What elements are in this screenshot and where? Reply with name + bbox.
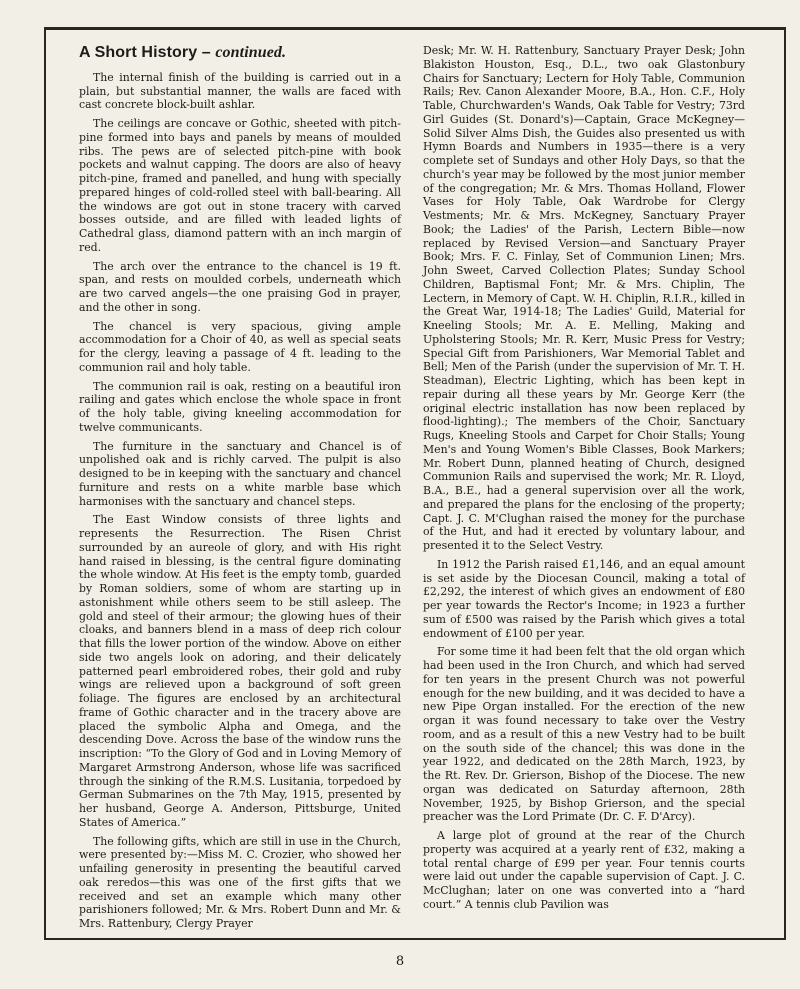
paragraph-endowment: In 1912 the Parish raised £1,146, and an equal amount is set aside by the Diocesan Council, making a total of £2,292, the interest of which gives an endowment of £80 per year towards the Rector's Income; in 1923 a further sum of £500 was raised by the Parish which gives a total endowment of £100 per year. [423,557,745,640]
heading-title: A Short History [79,44,198,61]
paragraph-east-window: The East Window consists of three lights and represents the Resurrection. The Risen Christ surrounded by an aureole of glory, and with His right hand raised in blessing, is the central figure dominating the whole window. At His feet is the empty tomb, guarded by Roman soldiers, some of whom are starting up in astonishment while others seem to be still asleep. The gold and steel of their armour; the glowing hues of their cloaks, and banners blend in a mass of deep rich colour that fills the lower portion of the window. Above on either side two angels look on adoring, and their delicately patterned pearl embroidered robes, their gold and ruby wings are relieved upon a background of soft green foliage. The figures are enclosed by an architectural frame of Gothic character and in the tracery above are placed the symbolic Alpha and Omega, and the descending Dove. Across the base of the window runs the inscription: “To the Glory of God and in Loving Memory of Margaret Armstrong Anderson, whose life was sacrificed through the sinking of the R.M.S. Lusitania, torpedoed by German Submarines on the 7th May, 1915, presented by her husband, George A. Anderson, Pittsburge, United States of America.” [79,513,401,829]
heading-dash: – [197,44,216,61]
paragraph-chancel-arch: The arch over the entrance to the chancel is 19 ft. span, and rests on moulded corbels, underneath which are two carved angels—the one praising God in prayer, and the other in song. [79,259,401,314]
paragraph-gifts: The following gifts, which are still in use in the Church, were presented by:—Miss M. C. Crozier, who showed her unfailing generosity in presenting the beautiful carved oak reredos—this was one of the first gifts that we received and set an example which many other parishioners followed; Mr. & Mrs. Robert Dunn and Mr. & Mrs. Rattenbury, Clergy Prayer [79,834,401,930]
right-column [423,44,745,917]
paragraph-furniture: The furniture in the sanctuary and Chancel is of unpolished oak and is richly carved. The pulpit is also designed to be in keeping with the sanctuary and chancel furniture and rests on a white marble base which harmonises with the sanctuary and chancel steps. [79,439,401,508]
section-heading [79,46,401,60]
heading-continued: continued. [215,44,287,61]
paragraph-gifts-continued: Desk; Mr. W. H. Rattenbury, Sanctuary Prayer Desk; John Blakiston Houston, Esq., D.L., two oak Glastonbury Chairs for Sanctuary; Lectern for Holy Table, Communion Rails; Rev. Canon Alexander Moore, B.A., Hon. C.F., Holy Table, Churchwarden's Wands, Oak Table for Vestry; 73rd Girl Guides (St. Donard's)—Captain, Grace McKegney—Solid Silver Alms Dish, the Guides also presented us with Hymn Boards and Numbers in 1935—there is a very complete set of Sundays and other Holy Days, so that the church's year may be followed by the most junior member of the congregation; Mr. & Mrs. Thomas Holland, Flower Vases for Holy Table, Oak Wardrobe for Clergy Vestments; Mr. & Mrs. McKegney, Sanctuary Prayer Book; the Ladies' of the Parish, Lectern Bible—now replaced by Revised Version—and Sanctuary Prayer Book; Mrs. F. C. Finlay, Set of Communion Linen; Mrs. John Sweet, Carved Collection Plates; Sunday School Children, Baptismal Font; Mr. & Mrs. Chiplin, The Lectern, in Memory of Capt. W. H. Chiplin, R.I.R., killed in the Great War, 1914-18; The Ladies' Guild, Material for Kneeling Stools; Mr. A. E. Melling, Making and Upholstering Stools; Mr. R. Kerr, Music Press for Vestry; Special Gift from Parishioners, War Memorial Tablet and Bell; Men of the Parish (under the supervision of Mr. T. H. Steadman), Electric Lighting, which has been kept in repair during all these years by Mr. George Kerr (the original electric installation has now been replaced by flood-lighting).; The members of the Choir, Sanctuary Rugs, Kneeling Stools and Carpet for Choir Stalls; Young Men's and Young Women's Bible Classes, Book Markers; Mr. Robert Dunn, planned heating of Church, designed Communion Rails and supervised the work; Mr. R. Lloyd, B.A., B.E., had a general supervision over all the work, and prepared the plans for the enclosing of the property; Capt. J. C. M'Clughan raised the money for the purchase of the Hut, and had it erected by voluntary labour, and presented it to the Select Vestry. [423,44,745,552]
paragraph-chancel: The chancel is very spacious, giving ample accommodation for a Choir of 40, as well as special seats for the clergy, leaving a passage of 4 ft. leading to the communion rail and holy table. [79,319,401,374]
paragraph-ceilings: The ceilings are concave or Gothic, sheeted with pitch-pine formed into bays and panels by means of moulded ribs. The pews are of selected pitch-pine with book pockets and walnut capping. The doors are also of heavy pitch-pine, framed and panelled, and hung with specially prepared hinges of cold-rolled steel with ball-bearing. All the windows are got out in stone tracery with carved bosses outside, and are filled with leaded lights of Cathedral glass, diamond pattern with an inch margin of red. [79,117,401,254]
paragraph-communion-rail: The communion rail is oak, resting on a beautiful iron railing and gates which enclose the whole space in front of the holy table, giving kneeling accommodation for twelve communicants. [79,379,401,434]
left-column [79,46,401,936]
paragraph-interior-finish: The internal finish of the building is carried out in a plain, but substantial manner, the walls are faced with cast concrete block-built ashlar. [79,70,401,112]
paragraph-organ: For some time it had been felt that the old organ which had been used in the Iron Church, and which had served for ten years in the present Church was not powerful enough for the new building, and it was decided to have a new Pipe Organ installed. For the erection of the new organ it was found necessary to take over the Vestry room, and as a result of this a new Vestry had to be built on the south side of the chancel; this was done in the year 1922, and dedicated on the 28th March, 1923, by the Rt. Rev. Dr. Grierson, Bishop of the Diocese. The new organ was dedicated on Saturday afternoon, 28th November, 1925, by Bishop Grierson, and the special preacher was the Lord Primate (Dr. C. F. D'Arcy). [423,645,745,824]
paragraph-tennis: A large plot of ground at the rear of the Church property was acquired at a yearly rent of £32, making a total rental charge of £99 per year. Four tennis courts were laid out under the capable supervision of Capt. J. C. McClughan; later on one was converted into a “hard court.” A tennis club Pavilion was [423,829,745,911]
page-number: 8 [395,954,405,969]
